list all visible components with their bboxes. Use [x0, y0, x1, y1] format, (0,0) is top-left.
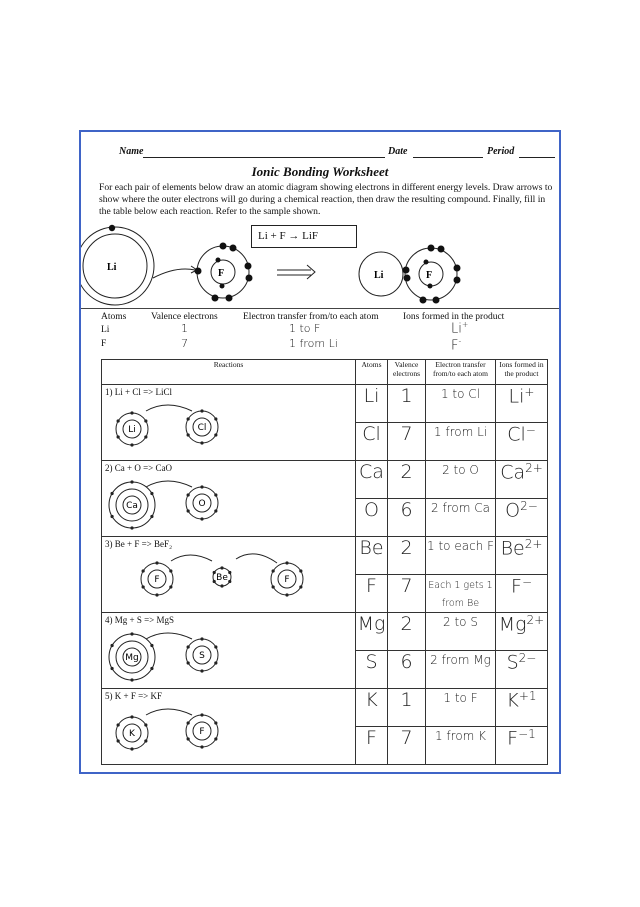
sample-col-atoms: Atoms — [101, 312, 127, 322]
atom-diagram — [102, 623, 252, 685]
ion-cell: $Ca^{2+}$ — [496, 461, 548, 499]
electron — [214, 661, 217, 664]
electron — [144, 435, 147, 438]
sample-col-valence: Valence electrons — [151, 312, 218, 322]
ion-cell: $Be^{2+}$ — [496, 537, 548, 575]
ion-charge: 2+ — [526, 613, 545, 627]
table-row — [102, 385, 548, 423]
valence-cell: 6 — [388, 499, 426, 537]
electron — [187, 433, 190, 436]
electron — [272, 585, 275, 588]
atom-cell: F — [356, 727, 388, 765]
atom-cell: S — [356, 651, 388, 689]
reaction-cell — [102, 385, 356, 461]
reactions-table — [101, 359, 547, 774]
ion-cell: $K^{+1}$ — [496, 689, 548, 727]
transfer-arrow — [153, 269, 195, 278]
electron — [110, 644, 113, 647]
valence-cell: 7 — [388, 727, 426, 765]
reaction-label: 3) Be + F => BeF₂ — [105, 539, 173, 549]
electron — [144, 419, 147, 422]
yields-arrow — [277, 265, 315, 279]
atom-diagram — [102, 395, 252, 457]
electron — [220, 584, 223, 587]
electron — [142, 569, 145, 572]
reaction-cell — [102, 613, 356, 689]
electron — [228, 580, 231, 583]
transfer-cell: 2 from Mg — [426, 651, 496, 689]
ion-charge: 2+ — [524, 537, 543, 551]
valence-cell: 1 — [388, 385, 426, 423]
electron — [285, 593, 288, 596]
li-symbol: Li — [107, 262, 117, 273]
electron — [130, 480, 133, 483]
electron — [214, 493, 217, 496]
electron — [187, 645, 190, 648]
ion-charge: + — [524, 385, 535, 399]
electron — [117, 419, 120, 422]
electron — [110, 492, 113, 495]
ion-cell: $O^{2-}$ — [496, 499, 548, 537]
atom-symbol: O — [198, 499, 206, 509]
transfer-arrow — [146, 405, 192, 411]
electron — [200, 669, 203, 672]
electron — [187, 721, 190, 724]
electron — [272, 569, 275, 572]
valence-cell: 2 — [388, 461, 426, 499]
atom-cell: Be — [356, 537, 388, 575]
electron — [187, 493, 190, 496]
instructions: For each pair of elements below draw an atomic diagram showing electrons in different energy levels. Draw arrows to show where the outer electrons will go during a chemical reaction, then draw the resulting compound. Finally, fill in the table below each reaction. Refer to the sample shown. — [99, 182, 553, 217]
atom-cell: K — [356, 689, 388, 727]
atom-symbol: S — [199, 651, 205, 661]
valence-cell: 2 — [388, 537, 426, 575]
atom-symbol: Mg — [125, 653, 139, 663]
col-valence: Valence electrons — [388, 360, 426, 385]
electron — [200, 409, 203, 412]
electron — [130, 747, 133, 750]
ion-cell: $Mg^{2+}$ — [496, 613, 548, 651]
transfer-arrow — [146, 709, 192, 715]
electron — [142, 585, 145, 588]
transfer-arrow — [146, 481, 192, 487]
electron — [150, 644, 153, 647]
electron — [110, 515, 113, 518]
reaction-cell — [102, 461, 356, 537]
ion-charge: 2− — [520, 499, 538, 513]
electron — [150, 667, 153, 670]
electron — [214, 645, 217, 648]
electron — [187, 509, 190, 512]
f-symbol: F — [218, 268, 225, 279]
ion-charge: +1 — [518, 689, 537, 703]
reaction-label: 2) Ca + O => CaO — [105, 463, 172, 473]
atom-symbol: F — [199, 727, 205, 737]
electron — [187, 737, 190, 740]
valence-cell: 1 — [388, 689, 426, 727]
electron — [144, 723, 147, 726]
transfer-cell: 2 from Ca — [426, 499, 496, 537]
transfer-cell: 1 to F — [426, 689, 496, 727]
electron — [187, 661, 190, 664]
transfer-cell: 1 from K — [426, 727, 496, 765]
sample-table: Atoms Valence electrons Electron transfer from/to each atom Ions formed in the product Li 1 1 to F Li+ F 7 1 from Li F- — [101, 312, 505, 354]
period-line — [519, 157, 555, 158]
valence-cell: 7 — [388, 423, 426, 461]
atom-symbol: Ca — [126, 501, 138, 511]
electron — [200, 713, 203, 716]
atom-diagram — [102, 699, 252, 761]
sample-col-transfer: Electron transfer from/to each atom — [243, 312, 379, 322]
ion-cell: $F^{-1}$ — [496, 727, 548, 765]
electron — [117, 723, 120, 726]
name-label: Name — [119, 146, 144, 157]
worksheet-page — [79, 130, 561, 774]
electron — [214, 737, 217, 740]
electron — [214, 417, 217, 420]
col-transfer: Electron transfer from/to each atom — [426, 360, 496, 385]
atom-symbol: Be — [216, 573, 228, 583]
atom-symbol: Cl — [197, 423, 207, 433]
transfer-cell: 2 to O — [426, 461, 496, 499]
atom-cell: Ca — [356, 461, 388, 499]
electron — [187, 417, 190, 420]
electron — [150, 492, 153, 495]
sample-equation: Li + F → LiF — [251, 225, 357, 248]
electron — [214, 509, 217, 512]
reaction-cell — [102, 689, 356, 765]
col-atoms: Atoms — [356, 360, 388, 385]
worksheet-title: Ionic Bonding Worksheet — [251, 164, 389, 179]
reaction-cell — [102, 537, 356, 613]
electron — [169, 569, 172, 572]
electron — [299, 585, 302, 588]
valence-cell: 7 — [388, 575, 426, 613]
electron — [200, 485, 203, 488]
atom-diagram — [102, 471, 252, 533]
transfer-cell: 1 to Cl — [426, 385, 496, 423]
atom-symbol: F — [284, 575, 290, 585]
electron — [130, 715, 133, 718]
atom-cell: Mg — [356, 613, 388, 651]
sample-atom-f: F — [101, 339, 107, 349]
date-label: Date — [388, 146, 408, 157]
transfer-arrow — [146, 633, 192, 639]
ion-charge: 2+ — [525, 461, 543, 475]
sample-col-ions: Ions formed in the product — [403, 312, 505, 322]
electron — [130, 526, 133, 529]
ion-charge: − — [525, 423, 536, 437]
electron — [228, 571, 231, 574]
electron — [130, 632, 133, 635]
name-line — [143, 157, 385, 158]
table-row — [102, 537, 548, 575]
table-row — [102, 461, 548, 499]
table-row — [102, 689, 548, 727]
atom-diagram — [102, 547, 322, 609]
col-ions: Ions formed in the product — [496, 360, 548, 385]
electron — [200, 517, 203, 520]
atom-cell: F — [356, 575, 388, 613]
electron — [200, 637, 203, 640]
reaction-label: 4) Mg + S => MgS — [105, 615, 174, 625]
transfer-cell: 2 to S — [426, 613, 496, 651]
ion-charge: − — [521, 575, 532, 589]
ion-cell: Li+ — [496, 385, 548, 423]
reaction-label: 5) K + F => KF — [105, 691, 162, 701]
svg-text:F: F — [426, 270, 433, 281]
electron — [155, 593, 158, 596]
electron — [117, 739, 120, 742]
electron — [110, 667, 113, 670]
transfer-cell: Each 1 gets 1 from Be — [426, 575, 496, 613]
electron — [220, 566, 223, 569]
ion-charge: −1 — [518, 727, 536, 741]
sample-atom-li: Li — [101, 325, 110, 335]
electron — [214, 433, 217, 436]
transfer-arrow — [236, 554, 277, 563]
valence-cell: 6 — [388, 651, 426, 689]
svg-text:Li: Li — [374, 270, 384, 281]
atom-symbol: K — [129, 729, 135, 739]
electron — [130, 411, 133, 414]
table-row — [102, 613, 548, 651]
atom-cell: O — [356, 499, 388, 537]
period-label: Period — [487, 146, 515, 157]
electron — [130, 678, 133, 681]
electron — [285, 561, 288, 564]
reaction-label: 1) Li + Cl => LiCl — [105, 387, 172, 397]
electron — [117, 435, 120, 438]
sample-divider — [81, 308, 559, 309]
electron — [214, 721, 217, 724]
date-line — [413, 157, 483, 158]
transfer-cell: 1 to each F — [426, 537, 496, 575]
ion-cell: F− — [496, 575, 548, 613]
transfer-cell: 1 from Li — [426, 423, 496, 461]
atom-cell: Cl — [356, 423, 388, 461]
ion-cell: $S^{2-}$ — [496, 651, 548, 689]
atom-cell: Li — [356, 385, 388, 423]
valence-cell: 2 — [388, 613, 426, 651]
electron — [169, 585, 172, 588]
ion-charge: 2− — [518, 651, 537, 665]
electron — [150, 515, 153, 518]
electron — [299, 569, 302, 572]
col-reactions: Reactions — [102, 360, 356, 385]
electron — [200, 441, 203, 444]
atom-symbol: Li — [128, 425, 136, 435]
li-outer-shell — [81, 227, 154, 305]
electron — [155, 561, 158, 564]
electron — [144, 739, 147, 742]
electron — [200, 745, 203, 748]
electron — [130, 443, 133, 446]
transfer-arrow — [171, 555, 212, 561]
ion-cell: Cl− — [496, 423, 548, 461]
atom-symbol: F — [154, 575, 160, 585]
